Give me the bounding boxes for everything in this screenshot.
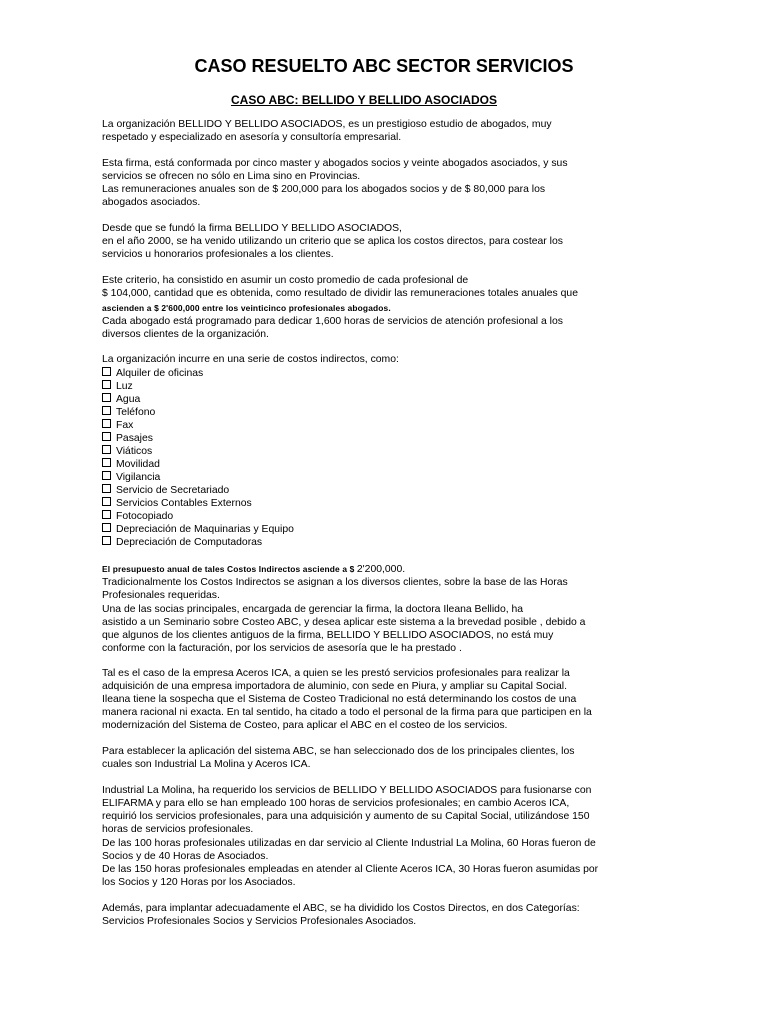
paragraph-line: diversos clientes de la organización.	[102, 329, 269, 340]
bullet-box-icon	[102, 367, 111, 376]
paragraph-line: conforme con la facturación, por los servicios de asesoría que le ha prestado .	[102, 643, 462, 654]
bullet-box-icon	[102, 536, 111, 545]
bullet-label: Fotocopiado	[116, 511, 174, 522]
bullet-box-icon	[102, 406, 111, 415]
paragraph-line: La organización BELLIDO Y BELLIDO ASOCIADOS, es un prestigioso estudio de abogados, muy	[102, 119, 552, 130]
bullet-label: Fax	[116, 420, 134, 431]
bullet-label: Movilidad	[116, 459, 160, 470]
bullet-list-item	[102, 471, 160, 484]
bullet-box-icon	[102, 523, 111, 532]
paragraph-line: modernización del Sistema de Costeo, para aplicar el ABC en el costeo de los servicios.	[102, 720, 508, 731]
paragraph-line: los Socios y 120 Horas por los Asociados.	[102, 877, 296, 888]
bullet-list-item	[102, 432, 153, 445]
paragraph-line: Desde que se fundó la firma BELLIDO Y BELLIDO ASOCIADOS,	[102, 223, 402, 234]
paragraph-line: Industrial La Molina, ha requerido los servicios de BELLIDO Y BELLIDO ASOCIADOS para fusionarse con	[102, 785, 592, 796]
paragraph-line: $ 104,000, cantidad que es obtenida, como resultado de dividir las remuneraciones totales anuales que	[102, 288, 578, 299]
paragraph-line: Ileana tiene la sospecha que el Sistema de Costeo Tradicional no está determinando los costos de una	[102, 694, 577, 705]
paragraph-line: Las remuneraciones anuales son de $ 200,000 para los abogados socios y de $ 80,000 para los	[102, 184, 546, 195]
paragraph-line: Tal es el caso de la empresa Aceros ICA, a quien se les prestó servicios profesionales para realizar la	[102, 668, 570, 679]
paragraph-line: adquisición de una empresa importadora de aluminio, con sede en Piura, y ampliar su Capital Social.	[102, 681, 567, 692]
bullet-list-item	[102, 497, 252, 510]
bullet-box-icon	[102, 380, 111, 389]
bullet-box-icon	[102, 419, 111, 428]
paragraph-line: servicios se ofrecen no sólo en Lima sino en Provincias.	[102, 171, 361, 182]
bullet-box-icon	[102, 445, 111, 454]
paragraph-line: Una de las socias principales, encargada de gerenciar la firma, la doctora Ileana Bellido, ha	[102, 604, 524, 615]
bullet-box-icon	[102, 458, 111, 467]
bullet-list-item	[102, 523, 294, 536]
bullet-list-item	[102, 458, 160, 471]
bullet-label: Luz	[116, 381, 133, 392]
paragraph-line: Para establecer la aplicación del sistema ABC, se han seleccionado dos de los principales clientes, los	[102, 746, 575, 757]
document-subtitle: CASO ABC: BELLIDO Y BELLIDO ASOCIADOS	[230, 93, 497, 107]
bullet-label: Pasajes	[116, 433, 153, 444]
bullet-label: Vigilancia	[116, 472, 161, 483]
bullet-list-item	[102, 393, 140, 406]
paragraph-line: Servicios Profesionales Socios y Servicios Profesionales Asociados.	[102, 916, 417, 927]
paragraph-line: servicios u honorarios profesionales a los clientes.	[102, 249, 334, 260]
document-title: CASO RESUELTO ABC SECTOR SERVICIOS	[194, 56, 574, 76]
paragraph-line: Este criterio, ha consistido en asumir un costo promedio de cada profesional de	[102, 275, 469, 286]
paragraph-line: ELIFARMA y para ello se han empleado 100 horas de servicios profesionales; en cambio Aceros ICA,	[102, 798, 570, 809]
paragraph-line: Esta firma, está conformada por cinco master y abogados socios y veinte abogados asociados, y sus	[102, 158, 568, 169]
paragraph-line: De las 100 horas profesionales utilizadas en dar servicio al Cliente Industrial La Molina, 60 Horas fueron de	[102, 838, 596, 849]
bullet-label: Servicios Contables Externos	[116, 498, 252, 509]
bullet-box-icon	[102, 432, 111, 441]
bullet-list-item	[102, 367, 203, 380]
paragraph-line: Tradicionalmente los Costos Indirectos se asignan a los diversos clientes, sobre la base de las Horas	[102, 577, 568, 588]
bullet-label: Alquiler de oficinas	[116, 368, 204, 379]
bullet-label: Agua	[116, 394, 141, 405]
bullet-box-icon	[102, 497, 111, 506]
paragraph-line: requirió los servicios profesionales, para una adquisición y aumento de su Capital Social, utilizándose 150	[102, 811, 590, 822]
bullet-label: Servicio de Secretariado	[116, 485, 230, 496]
bullet-label: Viáticos	[116, 446, 153, 457]
bullet-list-item	[102, 445, 152, 458]
budget-label: El presupuesto anual de tales Costos Indirectos asciende a $	[102, 564, 357, 574]
bullet-label: Teléfono	[116, 407, 156, 418]
paragraph-line: Cada abogado está programado para dedicar 1,600 horas de servicios de atención profesional a los	[102, 316, 563, 327]
bullet-label: Depreciación de Maquinarias y Equipo	[116, 524, 294, 535]
bullet-box-icon	[102, 484, 111, 493]
bullet-list-item	[102, 536, 262, 549]
paragraph-line: cuales son Industrial La Molina y Aceros ICA.	[102, 759, 311, 770]
paragraph-line: respetado y especializado en asesoría y consultoría empresarial.	[102, 132, 402, 143]
bullet-list-item	[102, 406, 155, 419]
budget-amount: 2'200,000.	[356, 564, 406, 575]
bullet-label: Depreciación de Computadoras	[116, 537, 263, 548]
paragraph-line: La organización incurre en una serie de costos indirectos, como:	[102, 354, 399, 365]
paragraph-line: que algunos de los clientes antiguos de la firma, BELLIDO Y BELLIDO ASOCIADOS, no está muy	[102, 630, 554, 641]
bullet-list-item	[102, 510, 173, 523]
paragraph-line: en el año 2000, se ha venido utilizando un criterio que se aplica los costos directos, para costear los	[102, 236, 563, 247]
paragraph-line: Socios y de 40 Horas de Asociados.	[102, 851, 269, 862]
bullet-box-icon	[102, 471, 111, 480]
small-note-line: ascienden a $ 2'600,000 entre los veinticinco profesionales abogados.	[102, 303, 391, 313]
bullet-box-icon	[102, 393, 111, 402]
paragraph-line: asistido a un Seminario sobre Costeo ABC, y desea aplicar este sistema a la brevedad posible , debido a	[102, 617, 586, 628]
paragraph-line: manera racional ni exacta. En tal sentido, ha citado a todo el personal de la firma para que participen en la	[102, 707, 592, 718]
paragraph-line: De las 150 horas profesionales empleadas en atender al Cliente Aceros ICA, 30 Horas fueron asumidas por	[102, 864, 599, 875]
paragraph-line: horas de servicios profesionales.	[102, 824, 254, 835]
budget-line	[102, 563, 405, 576]
paragraph-line: Profesionales requeridas.	[102, 590, 220, 601]
bullet-box-icon	[102, 510, 111, 519]
bullet-list-item	[102, 484, 229, 497]
bullet-list-item	[102, 419, 133, 432]
bullet-list-item	[102, 380, 133, 393]
paragraph-line: abogados asociados.	[102, 197, 201, 208]
paragraph-line: Además, para implantar adecuadamente el ABC, se ha dividido los Costos Directos, en dos Categorías:	[102, 903, 580, 914]
